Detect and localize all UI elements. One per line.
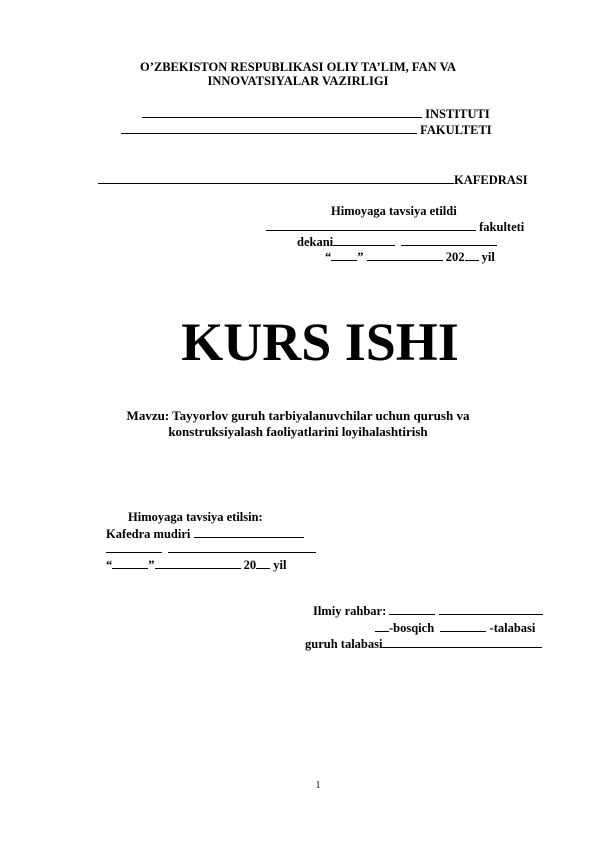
defense-sign-line (106, 541, 316, 557)
defense-quote-open: “ (106, 558, 113, 572)
approval-yil: yil (481, 250, 495, 264)
advisor-line (313, 603, 543, 619)
defense-year: 20 (243, 558, 257, 572)
defense-head-label: Kafedra mudiri (106, 527, 191, 541)
department-label: KAFEDRASI (454, 173, 528, 187)
department-line (98, 172, 528, 188)
approval-faculty-line (266, 219, 524, 235)
defense-recommend: Himoyaga tavsiya etilsin: (128, 510, 263, 524)
ministry-line-2: INNOVATSIYALAR VAZIRLIGI (207, 74, 389, 88)
defense-quote-close: ” (148, 558, 155, 572)
approval-recommended: Himoyaga tavsiya etildi (331, 204, 457, 218)
approval-dean-line (297, 234, 497, 250)
advisor-group-label: guruh talabasi (305, 637, 383, 651)
approval-quote-open: “ (325, 250, 332, 264)
approval-date-line (325, 249, 495, 265)
defense-date-line (106, 557, 286, 573)
topic-line-1: Mavzu: Tayyorlov guruh tarbiyalanuvchilar uchun qurush va (126, 408, 470, 423)
defense-head-line (106, 526, 304, 542)
institute-line (142, 106, 490, 122)
advisor-label: Ilmiy rahbar: (313, 604, 387, 618)
advisor-student-label: -talabasi (489, 621, 536, 635)
defense-yil: yil (273, 558, 287, 572)
topic-line-2: konstruksiyalash faoliyatlarini loyihalashtirish (168, 424, 428, 439)
ministry-line-1: O’ZBEKISTON RESPUBLIKASI OLIY TA’LIM, FAN VA (139, 60, 457, 74)
faculty-label: FAKULTETI (420, 123, 492, 137)
approval-year: 202 (445, 250, 465, 264)
advisor-stage-line (375, 620, 535, 636)
advisor-group-line (305, 636, 542, 652)
document-title: KURS ISHI (181, 312, 459, 372)
approval-quote-close: ” (357, 250, 364, 264)
institute-label: INSTITUTI (425, 107, 490, 121)
advisor-stage-label: -bosqich (389, 621, 435, 635)
page-number: 1 (315, 780, 321, 791)
faculty-line (121, 122, 492, 138)
approval-dean-label: dekani (297, 235, 334, 249)
approval-faculty-label: fakulteti (479, 220, 525, 234)
